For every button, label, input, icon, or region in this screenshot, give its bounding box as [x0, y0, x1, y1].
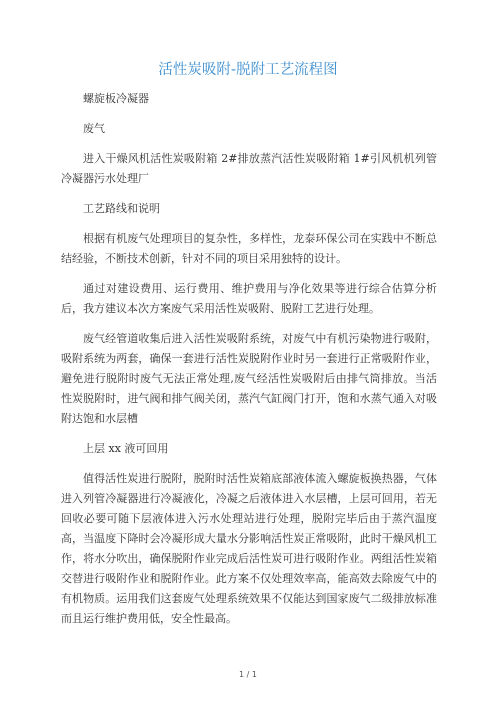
paragraph: 通过对建设费用、运行费用、维护费用与净化效果等进行综合估算分析后，我方建议本次方案废气采用活性炭吸附、脱附工艺进行处理。	[61, 282, 437, 315]
document-title: 活性炭吸附-脱附工艺流程图	[158, 62, 338, 78]
paragraph: 进入干燥风机活性炭吸附箱 2#排放蒸汽活性炭吸附箱 1#引风机机列管冷凝器污水处理厂	[61, 152, 437, 185]
paragraph: 螺旋板冷凝器	[83, 92, 149, 105]
document-body	[61, 89, 437, 639]
paragraph: 上层 xx 液可回用	[83, 442, 169, 455]
page-number: 1 / 1	[239, 670, 257, 679]
paragraph: 值得活性炭进行脱附，脱附时活性炭箱底部液体流入螺旋板换热器，气体进入列管冷凝器进行冷凝液化，冷凝之后液体进入水层槽，上层可回用，若无回收必要可随下层液体进入污水处理站进行处理，脱附完毕后由于蒸汽温度高，当温度下降时会冷凝形成大量水分影响活性炭正常吸附，此时干燥风机工作，将水分吹出，确保脱附作业完成后活性炭可进行吸附作业。两组活性炭箱交替进行吸附作业和脱附作业。此方案不仅处理效率高，能高效去除废气中的有机物质。运用我们这套废气处理系统效果不仅能达到国家废气二级排放标准而且运行维护费用低，安全性最高。	[61, 472, 437, 625]
paragraph: 根据有机废气处理项目的复杂性，多样性，龙泰环保公司在实践中不断总结经验，不断技术创新，针对不同的项目采用独特的设计。	[61, 232, 437, 265]
section-heading: 工艺路线和说明	[83, 202, 160, 215]
paragraph: 废气	[83, 122, 105, 135]
paragraph: 废气经管道收集后进入活性炭吸附系统，对废气中有机污染物进行吸附，吸附系统为两套，确保一套进行活性炭脱附作业时另一套进行正常吸附作业，避免进行脱附时废气无法正常处理,废气经活性炭吸附后由排气筒排放。当活性炭脱附时，进气阀和排气阀关闭，蒸汽气缸阀门打开，饱和水蒸气通入对吸附达饱和水层槽	[61, 332, 437, 425]
